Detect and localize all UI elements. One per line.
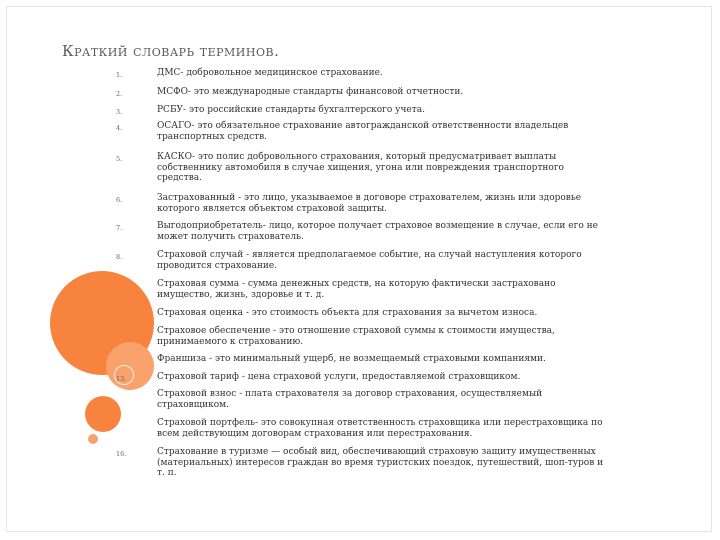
item-number: 16. — [116, 450, 127, 458]
item-text: Франшиза - это минимальный ущерб, не возмещаемый страховыми компаниями. — [157, 354, 546, 364]
item-text: ДМС- добровольное медицинское страхование. — [157, 68, 383, 78]
item-text: КАСКО- это полис добровольного страхования, который предусматривает выплаты собственнику автомобиля в случае хищения, угона или повреждения транспортного средства. — [157, 152, 564, 183]
item-number: 3. — [116, 108, 123, 116]
item-text: Выгодоприобретатель- лицо, которое получает страховое возмещение в случае, если его не может получить страхователь. — [157, 221, 598, 242]
item-number: 13. — [116, 375, 127, 383]
item-number: 2. — [116, 90, 123, 98]
item-text: Страховое обеспечение - это отношение страховой суммы к стоимости имущества, принимаемого к страхованию. — [157, 326, 555, 347]
item-text: Страховой взнос - плата страхователя за договор страхования, осуществляемый страховщиком. — [157, 389, 543, 410]
item-text: МСФО- это международные стандарты финансовой отчетности. — [157, 87, 464, 97]
item-text: РСБУ- это российские стандарты бухгалтерского учета. — [157, 105, 425, 115]
item-text: ОСАГО- это обязательное страхование автогражданской ответственности владельцев транспортных средств. — [157, 121, 569, 142]
item-text: Страховой тариф - цена страховой услуги, предоставляемой страховщиком. — [157, 372, 521, 382]
item-text: Страховой портфель- это совокупная ответственность страховщика или перестраховщика по всем действующим договорам страхования или перестрахования. — [157, 418, 603, 439]
item-number: 4. — [116, 124, 123, 132]
page-title: Краткий словарь терминов. — [62, 42, 280, 60]
item-text: Страховая сумма - сумма денежных средств, на которую фактически застраховано имущество, жизнь, здоровье и т. д. — [157, 279, 556, 300]
item-text: Страховой случай - является предполагаемое событие, на случай наступления которого проводится страхование. — [157, 250, 582, 271]
item-text: Страхование в туризме — особый вид, обеспечивающий страховую защиту имущественных (материальных) интересов граждан во время туристских поездок, путешествий, шоп-туров и т. п. — [157, 447, 604, 478]
item-number: 8. — [116, 253, 123, 261]
item-text: Страховая оценка - это стоимость объекта для страхования за вычетом износа. — [157, 308, 538, 318]
item-number: 7. — [116, 224, 123, 232]
item-number: 5. — [116, 155, 123, 163]
item-number: 6. — [116, 196, 123, 204]
item-text: Застрахованный - это лицо, указываемое в договоре страхователем, жизнь или здоровье которого является объектом страховой защиты. — [157, 193, 582, 214]
item-number: 1. — [116, 71, 123, 79]
